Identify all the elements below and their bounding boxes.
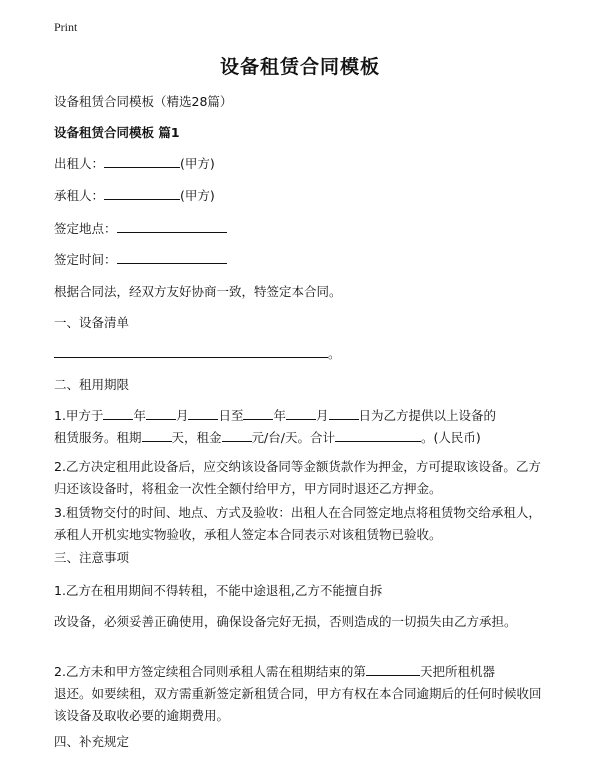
sec2-heading: 二、租用期限 (54, 377, 130, 392)
subtitle: 设备租赁合同模板（精选28篇） (54, 94, 233, 109)
print-link[interactable]: Print (54, 20, 78, 34)
month2-label: 月 (316, 408, 329, 423)
sec2-item1-line2 (54, 427, 554, 449)
month-label: 月 (175, 408, 189, 423)
month2-blank (286, 406, 316, 420)
day-blank (188, 406, 218, 420)
sign-time-label: 签定时间： (54, 252, 117, 267)
sec1-heading: 一、设备清单 (54, 315, 130, 330)
sec3-item1a: 1.乙方在租用期间不得转租，不能中途退租,乙方不能擅自拆 (54, 583, 383, 598)
sign-time-line (54, 249, 554, 271)
lessor-label: 出租人： (54, 156, 105, 171)
unit-label: 元/台/天。合计 (251, 430, 335, 445)
lessee-line (54, 185, 554, 207)
sec2-item2: 2.乙方决定租用此设备后，应交纳该设备同等金额货款作为押金，方可提取该设备。乙方归还该设备时，将租金一次性全额付给甲方，甲方同时退还乙方押金。 (54, 459, 541, 496)
sec2-item3: 3.租赁物交付的时间、地点、方式及验收：出租人在合同签定地点将租赁物交给承租人，承租人开机实地实物验收，承租人签定本合同表示对该租赁物已验收。 (54, 505, 541, 542)
year-blank (103, 406, 133, 420)
lessee-label: 承租人： (54, 188, 105, 203)
equipment-end: 。 (328, 346, 341, 361)
day-to-label: 日至 (218, 408, 244, 423)
sec3-item2-line1 (54, 661, 554, 683)
lessee-role: (甲方) (180, 188, 215, 203)
intro-text: 根据合同法，经双方友好协商一致，特签定本合同。 (54, 284, 342, 299)
day2-blank (329, 406, 359, 420)
equipment-blank (54, 344, 328, 358)
sign-place-line (54, 218, 554, 240)
days-blank (142, 428, 172, 442)
item1-text-b: 日为乙方提供以上设备的 (358, 408, 497, 423)
sec3-item1b: 改设备，必须妥善正确使用，确保设备完好无损，否则造成的一切损失由乙方承担。 (54, 614, 517, 629)
lessor-line (54, 153, 554, 175)
item1-text-a: 1.甲方于 (54, 408, 104, 423)
nth-day-blank (366, 662, 420, 676)
section-heading: 设备租赁合同模板 篇1 (54, 125, 180, 140)
sign-time-blank (117, 250, 227, 264)
sec2-item1-line1 (54, 405, 554, 427)
sec3-item2-rest: 退还。如要续租，双方需重新签定新租赁合同，甲方有权在本合同逾期后的任何时候收回该设备及取收必要的逾期费用。 (54, 686, 542, 723)
month-blank (146, 406, 176, 420)
item2-text-a: 2.乙方未和甲方签定续租合同则承租人需在租期结束的第 (54, 664, 366, 679)
year2-label: 年 (273, 408, 286, 423)
lessor-role: (甲方) (180, 156, 215, 171)
item2-text-b: 天把所租机器 (419, 664, 495, 679)
lessor-blank (104, 154, 180, 168)
item1-text-c: 租赁服务。租期 (54, 430, 142, 445)
sec4-heading: 四、补充规定 (54, 734, 130, 749)
sign-place-label: 签定地点： (54, 221, 117, 236)
year-label: 年 (133, 408, 146, 423)
equipment-list-line (54, 343, 554, 365)
sec3-heading: 三、注意事项 (54, 550, 130, 565)
lessee-blank (104, 186, 180, 200)
year2-blank (243, 406, 273, 420)
sign-place-blank (117, 219, 227, 233)
rent-blank (222, 428, 252, 442)
days-label: 天，租金 (171, 430, 222, 445)
rmb-label: 。(人民币) (420, 430, 481, 445)
total-blank (335, 428, 421, 442)
page-title: 设备租赁合同模板 (219, 56, 380, 78)
